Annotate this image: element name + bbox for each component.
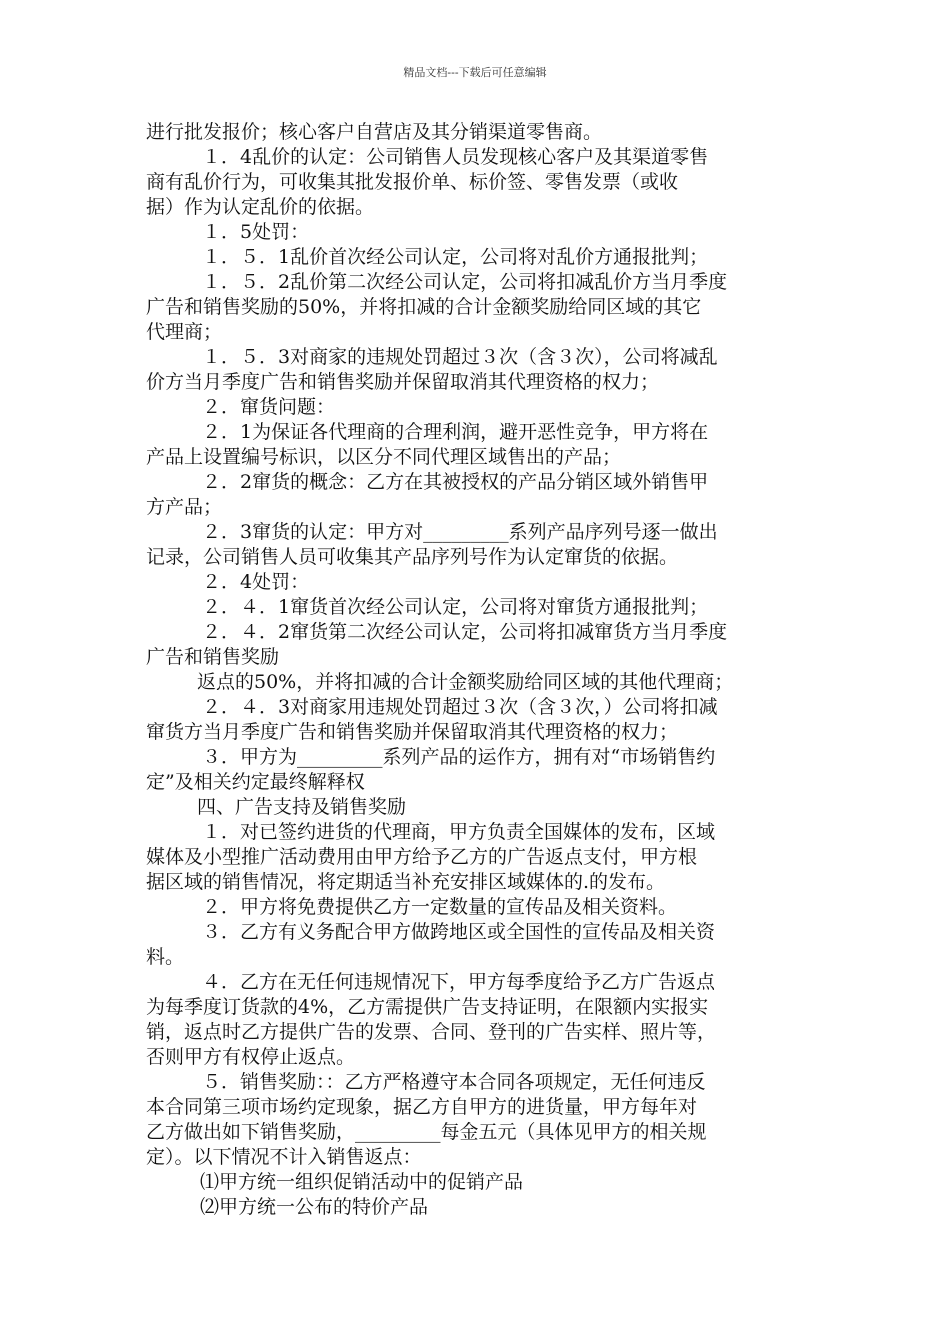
text-line: ５．销售奖励：：乙方严格遵守本合同各项规定，无任何违反 [202,1071,706,1093]
page-header: 精品文档---下载后可任意编辑 [403,66,547,79]
text-line: 据区域的销售情况，将定期适当补充安排区域媒体的.的发布。 [146,871,666,893]
text-line: ３．乙方有义务配合甲方做跨地区或全国性的宣传品及相关资 [202,921,716,943]
text-line: 广告和销售奖励的50%，并将扣减的合计金额奖励给同区域的其它 [146,296,702,318]
text-line: ２．４．2窜货第二次经公司认定，公司将扣减窜货方当月季度 [202,621,728,643]
text-line: 媒体及小型推广活动费用由甲方给予乙方的广告返点支付，甲方根 [146,846,698,868]
text-line: 定）。以下情况不计入销售返点： [146,1146,422,1168]
text-line: １．5处罚： [202,221,310,243]
text-line: 为每季度订货款的4%，乙方需提供广告支持证明，在限额内实报实 [146,996,709,1018]
text-line: ２．3窜货的认定：甲方对_________系列产品序列号逐一做出 [202,521,718,543]
text-line: 四、广告支持及销售奖励 [197,796,407,818]
text-line: ２．窜货问题： [202,396,336,418]
text-line: 价方当月季度广告和销售奖励并保留取消其代理资格的权力； [146,371,660,393]
text-line: ２．1为保证各代理商的合理利润，避开恶性竞争，甲方将在 [202,421,709,443]
text-line: １．对已签约进货的代理商，甲方负责全国媒体的发布，区域 [202,821,716,843]
text-line: ２．甲方将免费提供乙方一定数量的宣传品及相关资料。 [202,896,678,918]
text-line: 代理商； [146,321,223,343]
text-line: １．５．3对商家的违规处罚超过３次（含３次），公司将减乱 [202,346,718,368]
text-line: 记录，公司销售人员可收集其产品序列号作为认定窜货的依据。 [146,546,679,568]
text-line: ３．甲方为_________系列产品的运作方，拥有对“市场销售约 [202,746,716,768]
text-line: 料。 [146,946,185,968]
text-line: ２．4处罚： [202,571,310,593]
text-line: 销，返点时乙方提供广告的发票、合同、登刊的广告实样、照片等， [146,1021,717,1043]
text-line: １．５．1乱价首次经公司认定，公司将对乱价方通报批判； [202,246,709,268]
text-line: 否则甲方有权停止返点。 [146,1046,356,1068]
text-line: ２．2窜货的概念：乙方在其被授权的产品分销区域外销售甲 [202,471,709,493]
text-line: ２．４．3对商家用违规处罚超过３次（含３次，）公司将扣减 [202,696,718,718]
text-line: 返点的50%，并将扣减的合计金额奖励给同区域的其他代理商； [197,671,734,693]
text-line: ２．４．1窜货首次经公司认定，公司将对窜货方通报批判； [202,596,709,618]
text-line: １．4乱价的认定：公司销售人员发现核心客户及其渠道零售 [202,146,709,168]
text-line: １．５．2乱价第二次经公司认定，公司将扣减乱价方当月季度 [202,271,728,293]
text-line: 窜货方当月季度广告和销售奖励并保留取消其代理资格的权力； [146,721,679,743]
text-line: 乙方做出如下销售奖励，_________每金五元（具体见甲方的相关规 [146,1121,707,1143]
text-line: 方产品； [146,496,223,518]
document-body [146,120,814,1220]
text-line: 定”及相关约定最终解释权 [146,771,365,793]
text-line: 商有乱价行为，可收集其批发报价单、标价签、零售发票（或收 [146,171,679,193]
text-line: 产品上设置编号标识，以区分不同代理区域售出的产品； [146,446,622,468]
text-line: 本合同第三项市场约定现象，据乙方自甲方的进货量，甲方每年对 [146,1096,698,1118]
text-line: ４．乙方在无任何违规情况下，甲方每季度给予乙方广告返点 [202,971,716,993]
text-line: 广告和销售奖励 [146,646,280,668]
text-line: ⑵甲方统一公布的特价产品 [200,1196,429,1218]
text-line: 据）作为认定乱价的依据。 [146,196,375,218]
text-line: ⑴甲方统一组织促销活动中的促销产品 [200,1171,524,1193]
text-line: 进行批发报价；核心客户自营店及其分销渠道零售商。 [146,121,603,143]
